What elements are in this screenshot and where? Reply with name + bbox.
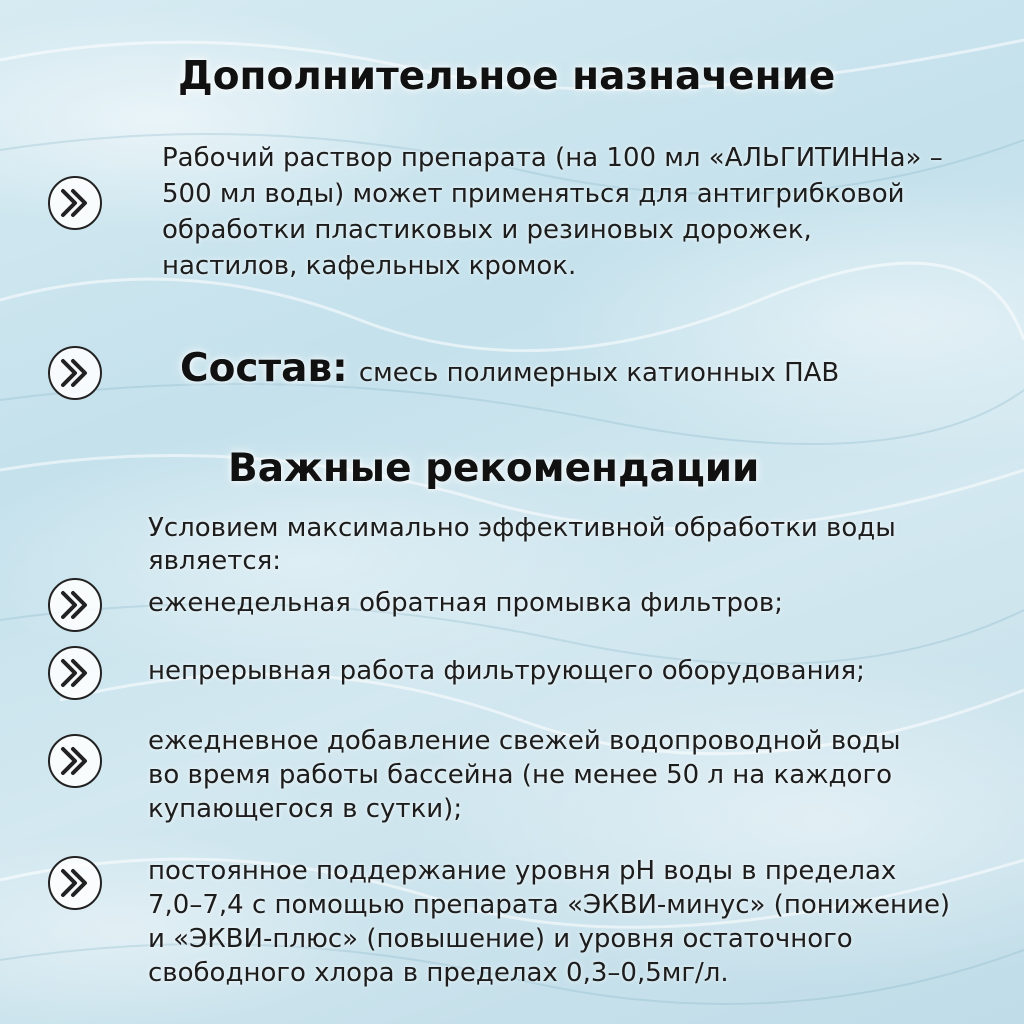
recommendation-line: во время работы бассейна (не менее 50 л на каждого <box>148 760 893 790</box>
paragraph-line: настилов, кафельных кромок. <box>162 251 577 281</box>
bullet-badge <box>48 734 102 788</box>
double-chevron-right-icon <box>57 655 93 691</box>
intro-line: является: <box>148 546 282 576</box>
recommendation-line: еженедельная обратная промывка фильтров; <box>148 588 784 618</box>
section-title-recommendations: Важные рекомендации <box>228 446 760 491</box>
recommendation-item <box>148 724 901 826</box>
recommendation-line: 7,0–7,4 с помощью препарата «ЭКВИ-минус» (понижение) <box>148 890 951 920</box>
recommendation-item <box>148 656 865 688</box>
composition-label: Состав: <box>180 346 348 391</box>
recommendation-line: постоянное поддержание уровня pH воды в пределах <box>148 856 897 886</box>
paragraph-line: обработки пластиковых и резиновых дорожек, <box>162 215 812 245</box>
paragraph-line: Рабочий раствор препарата (на 100 мл «АЛЬГИТИННа» – <box>162 143 943 173</box>
recommendation-line: непрерывная работа фильтрующего оборудования; <box>148 656 865 686</box>
composition-value: смесь полимерных катионных ПАВ <box>358 358 840 388</box>
section-title-additional-purpose: Дополнительное назначение <box>178 54 836 99</box>
paragraph-line: 500 мл воды) может применяться для антигрибковой <box>162 179 905 209</box>
recommendation-item <box>148 854 950 990</box>
bullet-badge <box>48 856 102 910</box>
composition-row <box>180 346 839 391</box>
recommendation-line: и «ЭКВИ-плюс» (повышение) и уровня остаточного <box>148 924 853 954</box>
recommendation-line: свободного хлора в пределах 0,3–0,5мг/л. <box>148 958 729 988</box>
bullet-badge <box>48 646 102 700</box>
bullet-badge <box>48 578 102 632</box>
double-chevron-right-icon <box>57 587 93 623</box>
double-chevron-right-icon <box>57 743 93 779</box>
bullet-badge <box>48 346 102 400</box>
intro-line: Условием максимально эффективной обработки воды <box>148 513 896 543</box>
recommendation-line: ежедневное добавление свежей водопроводной воды <box>148 726 901 756</box>
bullet-badge <box>48 176 102 230</box>
section1-paragraph <box>162 140 943 284</box>
recommendation-item <box>148 588 783 620</box>
recommendations-intro <box>148 512 896 578</box>
double-chevron-right-icon <box>57 865 93 901</box>
double-chevron-right-icon <box>57 355 93 391</box>
recommendation-line: купающегося в сутки); <box>148 794 463 824</box>
double-chevron-right-icon <box>57 185 93 221</box>
